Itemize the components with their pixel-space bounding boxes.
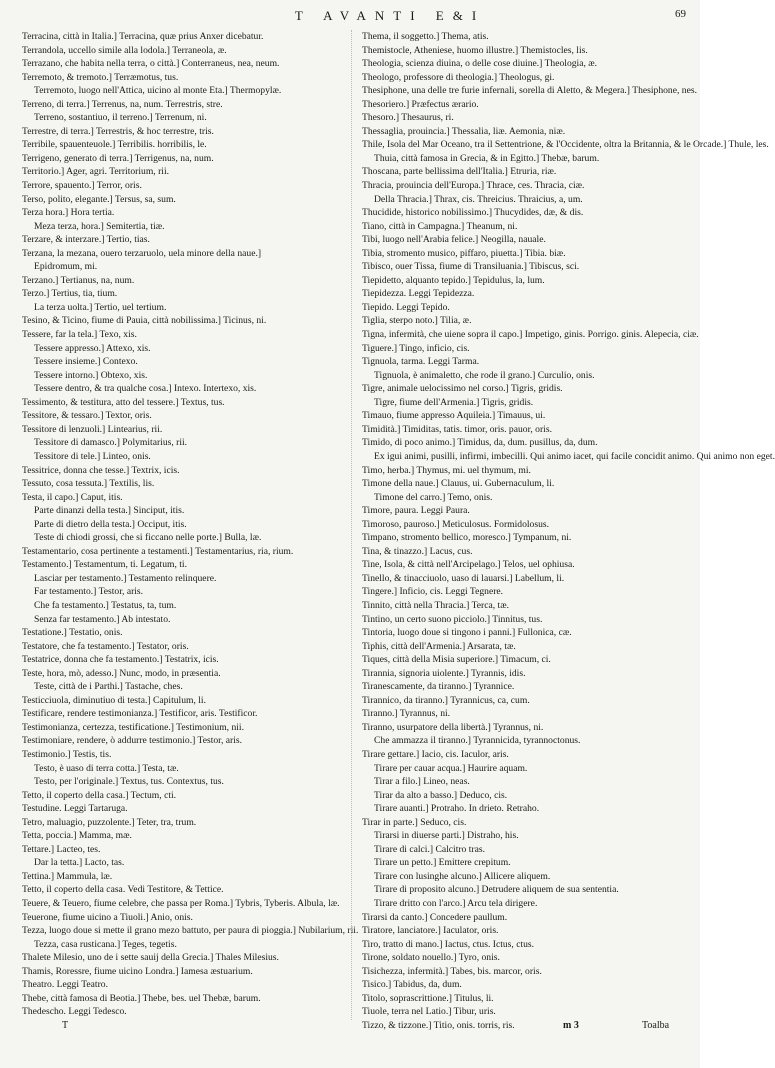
dictionary-entry: Theologo, professore di theologia.] Theologus, gi. [362, 71, 555, 83]
dictionary-entry: Terzare, & interzare.] Tertio, tias. [22, 234, 150, 246]
dictionary-entry: Testimonianza, certezza, testificatione.] Testimonium, nii. [22, 721, 244, 733]
dictionary-entry: Tirare dritto con l'arco.] Arcu tela dirigere. [374, 898, 538, 909]
dictionary-entry: Tignuola, tarma. Leggi Tarma. [362, 356, 480, 368]
dictionary-entry: Tirare di proposito alcuno.] Detrudere aliquem de sua sententia. [374, 884, 619, 896]
dictionary-entry: Timido, di poco animo.] Timidus, da, dum. pusillus, da, dum. [362, 437, 598, 449]
dictionary-entry: Terza hora.] Hora tertia. [22, 207, 115, 219]
dictionary-entry: Terremoto, luogo nell'Attica, uicino al monte Eta.] Thermopylæ. [34, 85, 282, 97]
dictionary-entry: Thesoro.] Thesaurus, ri. [362, 112, 454, 124]
dictionary-entry: Tibi, luogo nell'Arabia felice.] Neogilla, nauale. [362, 234, 546, 246]
dictionary-entry: Teste, città de i Parthi.] Tastache, ches. [34, 681, 183, 693]
dictionary-entry: Themistocle, Atheniese, huomo illustre.] Themistocles, lis. [362, 44, 588, 56]
dictionary-entry: Timoroso, pauroso.] Meticulosus. Formidolosus. [362, 518, 550, 530]
dictionary-entry: Terremoto, & tremoto.] Terræmotus, tus. [22, 71, 179, 83]
dictionary-entry: Tiques, città della Misia superiore.] Timacum, ci. [362, 654, 551, 666]
dictionary-entry: Tigre, fiume dell'Armenia.] Tigris, gridis. [374, 396, 534, 408]
dictionary-entry: Theologia, scienza diuina, o delle cose diuine.] Theologia, æ. [362, 58, 598, 70]
dictionary-entry: Terrigeno, generato di terra.] Terrigenus, na, num. [22, 152, 214, 164]
dictionary-entry: Timone del carro.] Temo, onis. [374, 491, 493, 503]
dictionary-entry: Thesiphone, una delle tre furie infernali, sorella di Aletto, & Megera.] Thesiphone, nes. [362, 85, 697, 97]
dictionary-entry: Teste, hora, mò, adesso.] Nunc, modo, in præsentia. [22, 667, 221, 679]
dictionary-entry: Tirare di calci.] Calcitro tras. [374, 843, 486, 855]
dictionary-entry: Tessere intorno.] Obtexo, xis. [34, 369, 148, 381]
dictionary-entry: Tintoria, luogo doue si tingono i panni.] Fullonica, cæ. [362, 627, 572, 639]
dictionary-entry: Titolo, soprascrittione.] Titulus, li. [362, 992, 494, 1004]
dictionary-entry: Thalete Milesio, uno de i sette sauij della Grecia.] Thales Milesius. [22, 952, 279, 964]
dictionary-entry: Thucidide, historico nobilissimo.] Thucydides, dæ, & dis. [362, 207, 584, 219]
dictionary-entry: Tinello, & tinacciuolo, uaso di lauarsi.] Labellum, li. [362, 572, 565, 584]
dictionary-entry: Tirannia, signoria uiolente.] Tyrannis, idis. [362, 667, 526, 679]
dictionary-entry: Thema, il soggetto.] Thema, atis. [362, 31, 489, 42]
dictionary-entry: Testudine. Leggi Tartaruga. [22, 803, 128, 815]
page-footer [0, 1020, 700, 1040]
dictionary-entry: Tiphis, città dell'Armenia.] Arsarata, tæ. [362, 640, 516, 652]
dictionary-entry: Tiepido. Leggi Tepido. [362, 301, 450, 313]
dictionary-entry: Tirone, soldato nouello.] Tyro, onis. [362, 952, 500, 964]
dictionary-entry: Tetro, maluagio, puzzolente.] Teter, tra, trum. [22, 816, 197, 828]
dictionary-entry: Terzana, la mezana, ouero terzaruolo, uela minore della naue.] [22, 247, 262, 259]
dictionary-entry: Tiratore, lanciatore.] Iaculator, oris. [362, 925, 499, 937]
dictionary-entry: Meza terza, hora.] Semitertia, tiæ. [34, 220, 165, 232]
dictionary-entry: Epidromum, mi. [34, 261, 98, 273]
dictionary-entry: Terrore, spauento.] Terror, oris. [22, 180, 142, 192]
dictionary-entry: Tessitore di damasco.] Polymitarius, rii. [34, 437, 188, 449]
dictionary-entry: Timauo, fiume appresso Aquileia.] Timauus, ui. [362, 410, 546, 422]
dictionary-entry: Terrestre, di terra.] Terrestris, & hoc terrestre, tris. [22, 125, 214, 137]
dictionary-entry: Tina, & tinazzo.] Lacus, cus. [362, 545, 473, 557]
dictionary-entry: Tirare gettare.] Iacio, cis. Iaculor, aris. [362, 748, 509, 760]
dictionary-entry: Tibisco, ouer Tissa, fiume di Transiluania.] Tibiscus, sci. [362, 261, 580, 273]
dictionary-entry: Tessere insieme.] Contexo. [34, 356, 138, 368]
dictionary-entry: Tessitore, & tessaro.] Textor, oris. [22, 410, 152, 422]
dictionary-entry: Lasciar per testamento.] Testamento relinquere. [34, 572, 217, 584]
dictionary-entry: Teuere, & Teuero, fiume celebre, che passa per Roma.] Tybris, Tyberis. Albula, læ. [22, 898, 340, 909]
dictionary-entry: Tirar in parte.] Seduco, cis. [362, 816, 467, 828]
dictionary-entry: Terribile, spauenteuole.] Terribilis. horribilis, le. [22, 139, 207, 151]
dictionary-entry: Tirarsi in diuerse parti.] Distraho, his. [374, 830, 519, 842]
dictionary-entry: Territorio.] Ager, agri. Territorium, rii. [22, 166, 170, 178]
running-head: T AVANTI E&I [294, 8, 486, 23]
dictionary-entry: Testa, il capo.] Caput, itis. [22, 491, 123, 503]
dictionary-entry: Tinnito, città nella Thracia.] Terca, tæ. [362, 599, 510, 611]
dictionary-entry: Tibia, stromento musico, piffaro, piuetta.] Tibia. biæ. [362, 247, 566, 259]
dictionary-entry: Della Thracia.] Thrax, cis. Threicius. Thraicius, a, um. [374, 193, 583, 205]
dictionary-entry: Testatrice, donna che fa testamento.] Testatrix, icis. [22, 654, 219, 666]
dictionary-entry: Tiano, città in Campagna.] Theanum, ni. [362, 220, 518, 232]
dictionary-entry: Tiro, tratto di mano.] Iactus, ctus. Ictus, ctus. [362, 938, 535, 950]
dictionary-entry: Tiguere.] Tingo, inficio, cis. [362, 342, 470, 354]
dictionary-entry: Timore, paura. Leggi Paura. [362, 505, 470, 517]
dictionary-entry: Tirar da alto a basso.] Deduco, cis. [374, 789, 508, 801]
dictionary-entry: Far testamento.] Testor, aris. [34, 586, 144, 598]
dictionary-entry: Testo, per l'originale.] Textus, tus. Contextus, tus. [34, 776, 224, 788]
dictionary-entry: Senza far testamento.] Ab intestato. [34, 613, 171, 625]
dictionary-entry: Tigre, animale uelocissimo nel corso.] Tigris, gridis. [362, 383, 563, 395]
dictionary-entry: Tine, Isola, & città nell'Arcipelago.] Telos, uel ophiusa. [362, 559, 575, 571]
dictionary-entry: Tirannico, da tiranno.] Tyrannicus, ca, cum. [362, 694, 530, 706]
dictionary-entry: Testificare, rendere testimonianza.] Testificor, aris. Testificor. [22, 708, 258, 720]
dictionary-entry: Tiuole, terra nel Latio.] Tibur, uris. [362, 1006, 496, 1018]
dictionary-entry: Tirare con lusinghe alcuno.] Allicere aliquem. [374, 870, 551, 882]
dictionary-entry: Testamento.] Testamentum, ti. Legatum, ti. [22, 559, 187, 571]
footer-catchword-left: T [62, 1020, 69, 1031]
dictionary-entry: Thamis, Roressre, fiume uicino Londra.] Iamesa æstuarium. [22, 965, 253, 977]
dictionary-entry: Tiranno.] Tyrannus, ni. [362, 708, 451, 720]
dictionary-entry: Tezza, luogo doue si mette il grano mezo battuto, per paura di pioggia.] Nubilarium, rii. [22, 925, 359, 937]
dictionary-entry: Tirare auanti.] Protraho. In drieto. Retraho. [374, 803, 540, 815]
dictionary-entry: Tirare per cauar acqua.] Haurire aquam. [374, 762, 528, 774]
dictionary-entry: Tiepidezza. Leggi Tepidezza. [362, 288, 475, 300]
dictionary-entry: Tesino, & Ticino, fiume di Pauia, città nobilissima.] Ticinus, ni. [22, 315, 267, 327]
dictionary-entry: Timone della naue.] Clauus, ui. Gubernaculum, li. [362, 478, 555, 490]
dictionary-entry: Tiepidetto, alquanto tepido.] Tepidulus, la, lum. [362, 274, 545, 286]
dictionary-entry: Che fa testamento.] Testatus, ta, tum. [34, 599, 177, 611]
dictionary-entry: Terreno, sostantiuo, il terreno.] Terrenum, ni. [34, 112, 207, 124]
dictionary-entry: Testo, è uaso di terra cotta.] Testa, tæ. [34, 762, 179, 774]
dictionary-entry: Tettare.] Lacteo, tes. [22, 843, 101, 855]
dictionary-entry: Tetta, poccia.] Mamma, mæ. [22, 830, 132, 842]
dictionary-entry: Tingere.] Inficio, cis. Leggi Tegnere. [362, 586, 504, 598]
dictionary-entry: Tessere appresso.] Attexo, xis. [34, 342, 151, 354]
dictionary-entry: Testatore, che fa testamento.] Testator, oris. [22, 640, 189, 652]
dictionary-entry: Testatione.] Testatio, onis. [22, 627, 123, 639]
dictionary-entry: Tessere, far la tela.] Texo, xis. [22, 329, 137, 341]
catchword: Toalba [642, 1020, 670, 1031]
dictionary-entry: Thile, Isola del Mar Oceano, tra il Settentrione, & l'Occidente, oltra la Britannia, & le Orcade.] Thule, les. [362, 139, 769, 151]
dictionary-entry: Tessitore di lenzuoli.] Lintearius, rii. [22, 423, 163, 435]
dictionary-entry: Che ammazza il tiranno.] Tyrannicida, tyrannoctonus. [374, 735, 581, 747]
dictionary-entry: Tizzo, & tizzone.] Titio, onis. torris, ris. [362, 1019, 515, 1031]
dictionary-entry: Tezza, casa rusticana.] Teges, tegetis. [34, 938, 177, 950]
dictionary-entry: Ex igui animi, pusilli, infirmi, imbecilli. Qui animo iacet, qui facile concidit animo. Qui animo non eget. [374, 450, 775, 462]
dictionary-entry: Thedescho. Leggi Tedesco. [22, 1006, 127, 1018]
dictionary-entry: Timidità.] Timiditas, tatis. timor, oris. pauor, oris. [362, 423, 552, 435]
dictionary-entry: Testimoniare, rendere, ò addurre testimonio.] Testor, aris. [22, 735, 243, 747]
dictionary-entry: Terzano.] Tertianus, na, num. [22, 274, 135, 286]
dictionary-entry: Terrandola, uccello simile alla lodola.] Terraneola, æ. [22, 44, 227, 56]
dictionary-entry: Terrazano, che habita nella terra, o città.] Conterraneus, nea, neum. [22, 58, 280, 70]
dictionary-entry: Terreno, di terra.] Terrenus, na, num. Terrestris, stre. [22, 98, 223, 110]
dictionary-entry: Tirar a filo.] Lineo, neas. [374, 776, 470, 788]
dictionary-entry: Tessuto, cosa tessuta.] Textilis, lis. [22, 478, 155, 490]
dictionary-entry: Dar la tetta.] Lacto, tas. [34, 857, 125, 869]
dictionary-entry: Tiglia, sterpo noto.] Tilia, æ. [362, 315, 472, 327]
dictionary-entry: Testamentario, cosa pertinente a testamenti.] Testamentarius, ria, rium. [22, 545, 294, 557]
dictionary-entry: Tintino, un certo suono picciolo.] Tinnitus, tus. [362, 613, 543, 625]
dictionary-entry: Parte dinanzi della testa.] Sinciput, itis. [34, 505, 185, 517]
dictionary-entry: Parte di dietro della testa.] Occiput, itis. [34, 518, 187, 530]
dictionary-entry: Testimonio.] Testis, tis. [22, 748, 112, 760]
left-column [22, 30, 359, 1020]
dictionary-entry: Thessaglia, prouincia.] Thessalia, liæ. Aemonia, niæ. [362, 125, 566, 137]
dictionary-entry: Thebe, città famosa di Beotia.] Thebe, bes. uel Thebæ, barum. [22, 992, 261, 1004]
dictionary-entry: Tirarsi da canto.] Concedere paullum. [362, 911, 508, 923]
dictionary-entry: Tetto, il coperto della casa. Vedi Testitore, & Tettice. [22, 884, 224, 896]
dictionary-entry: Thoscana, parte bellissima dell'Italia.] Etruria, riæ. [362, 166, 557, 178]
dictionary-entry: La terza uolta.] Tertio, uel tertium. [34, 301, 167, 313]
dictionary-entry: Tessimento, & testitura, atto del tessere.] Textus, tus. [22, 396, 225, 408]
dictionary-entry: Teste di chiodi grossi, che si ficcano nelle porte.] Bulla, læ. [34, 532, 262, 544]
dictionary-entry: Timo, herba.] Thymus, mi. uel thymum, mi. [362, 464, 531, 476]
dictionary-entry: Tetto, il coperto della casa.] Tectum, cti. [22, 789, 177, 801]
dictionary-entry: Tisichezza, infermità.] Tabes, bis. marcor, oris. [362, 965, 542, 977]
dictionary-entry: Terzo.] Tertius, tia, tium. [22, 288, 118, 300]
dictionary-entry: Tiranescamente, da tiranno.] Tyrannice. [362, 681, 515, 693]
dictionary-entry: Testicciuola, diminutiuo di testa.] Capitulum, li. [22, 694, 206, 706]
dictionary-entry: Terracina, città in Italia.] Terracina, quæ prius Anxer dicebatur. [22, 31, 264, 42]
dictionary-entry: Thracia, prouincia dell'Europa.] Thrace, ces. Thracia, ciæ. [362, 180, 585, 192]
page-header [0, 8, 700, 28]
dictionary-entry: Tigna, infermità, che uiene sopra il capo.] Impetigo, ginis. Porrigo. ginis. Alepecia, ciæ. [362, 329, 699, 341]
dictionary-entry: Terso, polito, elegante.] Tersus, sa, sum. [22, 193, 176, 205]
signature-mark: m 3 [563, 1020, 579, 1031]
dictionary-entry: Tessere dentro, & tra qualche cosa.] Intexo. Intertexo, xis. [34, 383, 257, 395]
dictionary-entry: Tignuola, è animaletto, che rode il grano.] Curculio, onis. [374, 369, 595, 381]
column-divider [351, 30, 352, 1020]
dictionary-entry: Teuerone, fiume uicino a Tiuoli.] Anio, onis. [22, 911, 193, 923]
page-number: 69 [675, 8, 686, 20]
dictionary-entry: Theatro. Leggi Teatro. [22, 979, 108, 991]
dictionary-entry: Timpano, stromento bellico, moresco.] Tympanum, ni. [362, 532, 572, 544]
dictionary-entry: Tisico.] Tabidus, da, dum. [362, 979, 462, 991]
dictionary-entry: Thuia, città famosa in Grecia, & in Egitto.] Thebæ, barum. [374, 152, 600, 164]
dictionary-entry: Tirare un petto.] Emittere crepitum. [374, 857, 511, 869]
dictionary-entry: Tettina.] Mammula, læ. [22, 870, 113, 882]
dictionary-entry: Tessitrice, donna che tesse.] Textrix, icis. [22, 464, 180, 476]
dictionary-entry: Thesoriero.] Præfectus ærario. [362, 98, 479, 110]
dictionary-entry: Tessitore di tele.] Linteo, onis. [34, 450, 151, 462]
dictionary-entry: Tiranno, usurpatore della libertà.] Tyrannus, ni. [362, 721, 544, 733]
